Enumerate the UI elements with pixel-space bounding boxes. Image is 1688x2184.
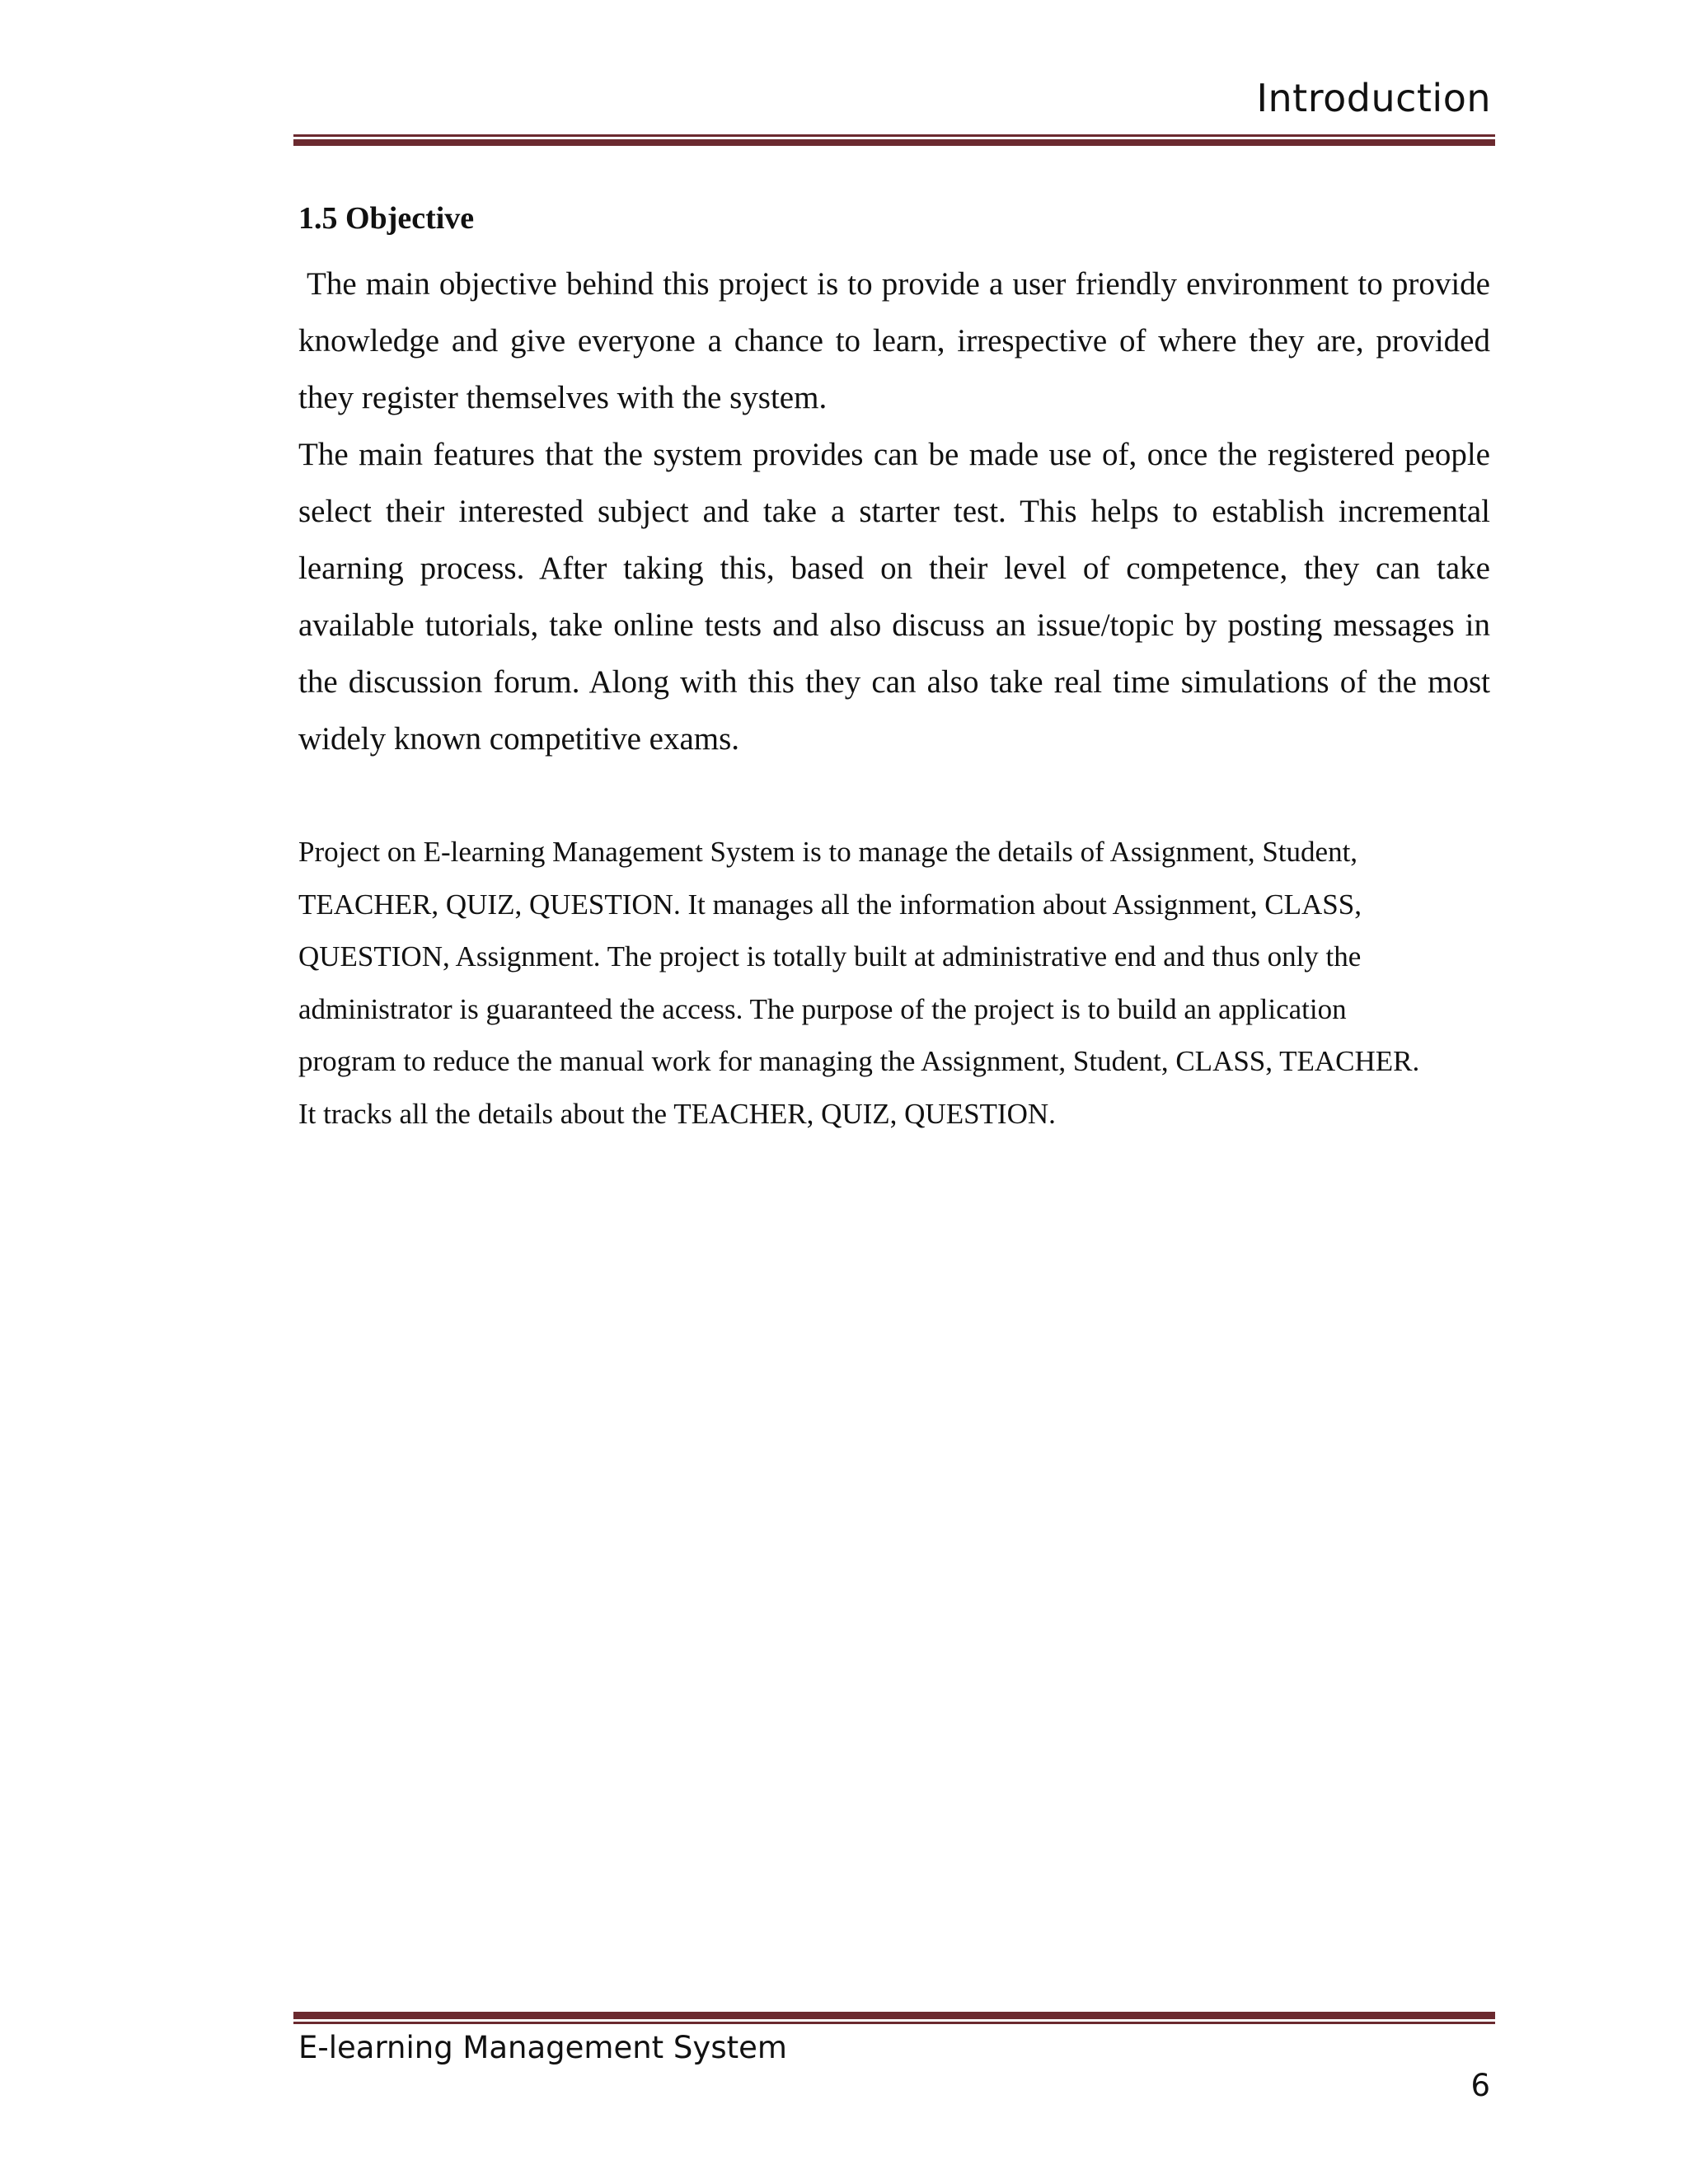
header-title: Introduction	[1256, 76, 1491, 120]
footer-rule	[293, 2012, 1495, 2024]
project-description-line: QUESTION, Assignment. The project is totally built at administrative end and thus only the	[298, 940, 1362, 972]
page-number: 6	[1470, 2068, 1490, 2103]
header-rule-thick-line	[293, 139, 1495, 146]
header-rule	[293, 134, 1495, 146]
project-description-line: administrator is guaranteed the access. The purpose of the project is to build an application	[298, 992, 1347, 1025]
project-description-paragraph	[298, 826, 1490, 1140]
footer-rule-thick-line	[293, 2012, 1495, 2019]
objective-paragraph-2: The main features that the system provides can be made use of, once the registered people select their interested subject and take a starter test. This helps to establish incremental learning process. After taking this, based on their level of competence, they can take available tutorials, take online tests and also discuss an issue/topic by posting messages in the discussion forum. Along with this they can also take real time simulations of the most widely known competitive exams.	[298, 437, 1490, 757]
project-description-line: program to reduce the manual work for managing the Assignment, Student, CLASS, TEACHER.	[298, 1045, 1420, 1077]
objective-paragraph-1: The main objective behind this project is to provide a user friendly environment to provide knowledge and give everyone a chance to learn, irrespective of where they are, provided they register themselves with the system.	[298, 266, 1490, 415]
project-description-line: It tracks all the details about the TEACHER, QUIZ, QUESTION.	[298, 1097, 1056, 1130]
section-heading: 1.5 Objective	[298, 201, 475, 236]
footer-rule-thin-line	[293, 2022, 1495, 2024]
footer-title: E-learning Management System	[298, 2030, 787, 2065]
project-description-line: TEACHER, QUIZ, QUESTION. It manages all the information about Assignment, CLASS,	[298, 888, 1362, 921]
project-description-line: Project on E-learning Management System is to manage the details of Assignment, Student,	[298, 836, 1358, 868]
